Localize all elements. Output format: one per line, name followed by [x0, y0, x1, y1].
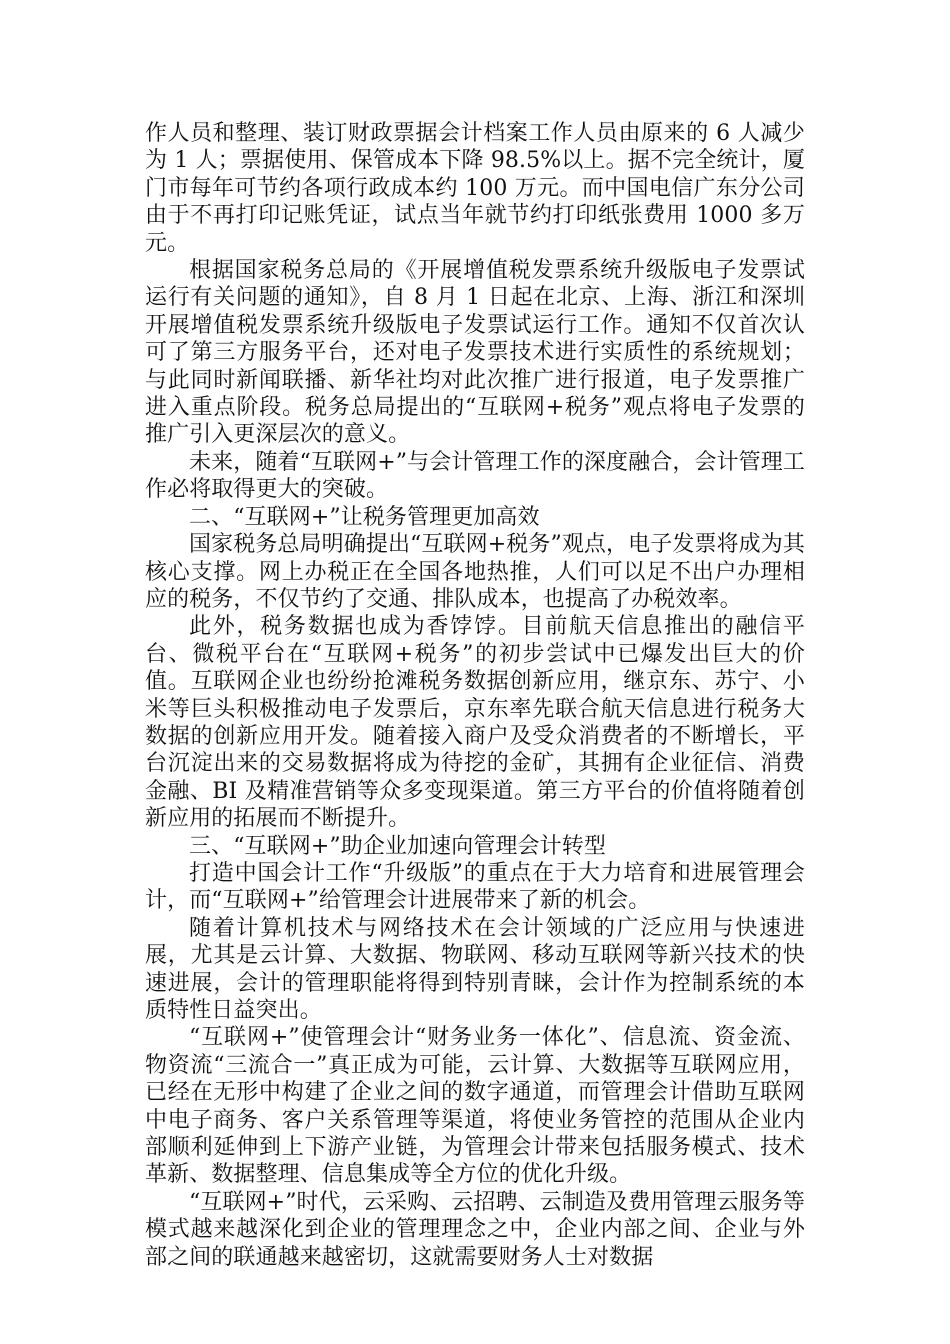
paragraph-7: 随着计算机技术与网络技术在会计领域的广泛应用与快速进展，尤其是云计算、大数据、物联网、移动互联网等新兴技术的快速进展，会计的管理职能将得到特别青睐，会计作为控制系统的本质特性日益突出。: [145, 915, 805, 1023]
section-heading-2: 二、“互联网+”让税务管理更加高效: [189, 504, 540, 530]
paragraph-1: 作人员和整理、装订财政票据会计档案工作人员由原来的 6 人减少为 1 人；票据使用、保管成本下降 98.5%以上。据不完全统计，厦门市每年可节约各项行政成本约 100 万元。而中国电信广东分公司由于不再打印记账凭证，试点当年就节约打印纸张费用 1000 多万元。: [145, 121, 805, 256]
paragraph-2: 根据国家税务总局的《开展增值税发票系统升级版电子发票试运行有关问题的通知》，自 8 月 1 日起在北京、上海、浙江和深圳开展增值税发票系统升级版电子发票试运行工作。通知不仅首次认可了第三方服务平台，还对电子发票技术进行实质性的系统规划；与此同时新闻联播、新华社均对此次推广进行报道，电子发票推广进入重点阶段。税务总局提出的“互联网+税务”观点将电子发票的推广引入更深层次的意义。: [145, 258, 805, 448]
paragraph-9: “互联网+”时代，云采购、云招聘、云制造及费用管理云服务等模式越来越深化到企业的管理理念之中，企业内部之间、企业与外部之间的联通越来越密切，这就需要财务人士对数据: [145, 1189, 805, 1270]
paragraph-3: 未来，随着“互联网+”与会计管理工作的深度融合，会计管理工作必将取得更大的突破。: [145, 449, 805, 503]
paragraph-8: “互联网+”使管理会计“财务业务一体化”、信息流、资金流、物资流“三流合一”真正成为可能，云计算、大数据等互联网应用，已经在无形中构建了企业之间的数字通道，而管理会计借助互联网中电子商务、客户关系管理等渠道，将使业务管控的范围从企业内部顺利延伸到上下游产业链，为管理会计带来包括服务模式、技术革新、数据整理、信息集成等全方位的优化升级。: [145, 1025, 805, 1188]
paragraph-5: 此外，税务数据也成为香饽饽。目前航天信息推出的融信平台、微税平台在“互联网+税务”的初步尝试中已爆发出巨大的价值。互联网企业也纷纷抢滩税务数据创新应用，继京东、苏宁、小米等巨头积极推动电子发票后，京东率先联合航天信息进行税务大数据的创新应用开发。随着接入商户及受众消费者的不断增长，平台沉淀出来的交易数据将成为待挖的金矿，其拥有企业征信、消费金融、BI 及精准营销等众多变现渠道。第三方平台的价值将随着创新应用的拓展而不断提升。: [145, 614, 805, 832]
section-heading-3: 三、“互联网+”助企业加速向管理会计转型: [189, 833, 606, 859]
document-body: [145, 120, 805, 1271]
paragraph-4: 国家税务总局明确提出“互联网+税务”观点，电子发票将成为其核心支撑。网上办税正在全国各地热推，人们可以足不出户办理相应的税务，不仅节约了交通、排队成本，也提高了办税效率。: [145, 532, 805, 612]
paragraph-6: 打造中国会计工作“升级版”的重点在于大力培育和进展管理会计，而“互联网+”给管理会计进展带来了新的机会。: [145, 860, 805, 914]
